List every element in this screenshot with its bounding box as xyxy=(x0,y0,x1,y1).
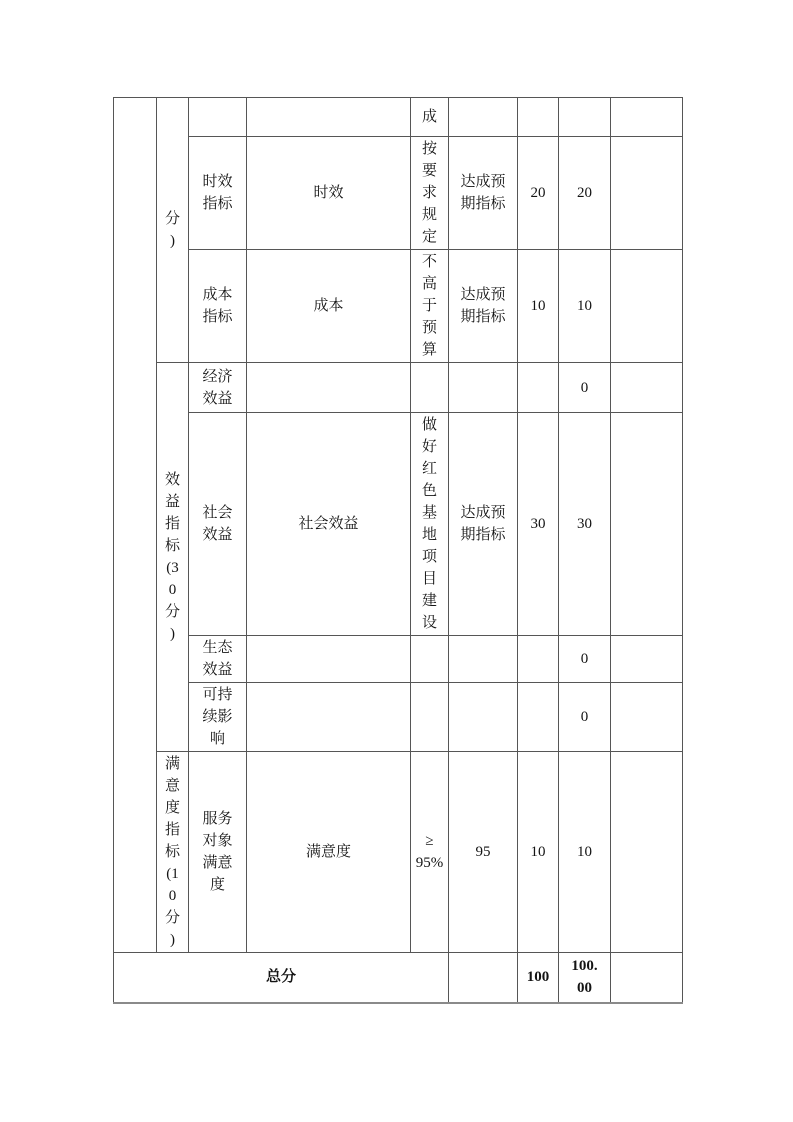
sustainable-criteria-cell xyxy=(411,683,449,752)
timeliness-row xyxy=(114,137,683,250)
cost-row xyxy=(114,250,683,363)
carryover-weight-cell xyxy=(518,98,559,137)
sustainable-note-cell xyxy=(611,683,683,752)
performance-indicator-table xyxy=(113,97,683,1004)
satisfaction-group-cell: 满 意 度 指 标 (1 0 分 ) xyxy=(157,752,189,953)
satisfaction-weight-cell: 10 xyxy=(518,752,559,953)
economic-criteria-cell xyxy=(411,363,449,413)
economic-subcategory-cell: 经济 效益 xyxy=(189,363,247,413)
economic-score-cell: 0 xyxy=(559,363,611,413)
cost-rating-cell: 达成预 期指标 xyxy=(449,250,518,363)
social-rating-cell: 达成预 期指标 xyxy=(449,413,518,636)
timeliness-score-cell: 20 xyxy=(559,137,611,250)
cost-score-cell: 10 xyxy=(559,250,611,363)
timeliness-rating-cell: 达成预 期指标 xyxy=(449,137,518,250)
benefit-group-cell: 效 益 指 标 (3 0 分 ) xyxy=(157,363,189,752)
satisfaction-row xyxy=(114,752,683,953)
carryover-category-cell: 分 ) xyxy=(157,98,189,363)
timeliness-weight-cell: 20 xyxy=(518,137,559,250)
carryover-row xyxy=(114,98,683,137)
timeliness-note-cell xyxy=(611,137,683,250)
economic-rating-cell xyxy=(449,363,518,413)
economic-name-cell xyxy=(247,363,411,413)
total-score-cell: 100. 00 xyxy=(559,953,611,1003)
ecological-score-cell: 0 xyxy=(559,636,611,683)
social-subcategory-cell: 社会 效益 xyxy=(189,413,247,636)
cost-name-cell: 成本 xyxy=(247,250,411,363)
ecological-row xyxy=(114,636,683,683)
satisfaction-score-cell: 10 xyxy=(559,752,611,953)
sustainable-weight-cell xyxy=(518,683,559,752)
carryover-subcategory-cell xyxy=(189,98,247,137)
ecological-note-cell xyxy=(611,636,683,683)
satisfaction-rating-cell: 95 xyxy=(449,752,518,953)
ecological-rating-cell xyxy=(449,636,518,683)
cost-criteria-cell: 不 高 于 预 算 xyxy=(411,250,449,363)
ecological-subcategory-cell: 生态 效益 xyxy=(189,636,247,683)
carryover-criteria-cell: 成 xyxy=(411,98,449,137)
satisfaction-note-cell xyxy=(611,752,683,953)
satisfaction-name-cell: 满意度 xyxy=(247,752,411,953)
carryover-score-cell xyxy=(559,98,611,137)
sustainable-row xyxy=(114,683,683,752)
satisfaction-criteria-cell: ≥ 95% xyxy=(411,752,449,953)
social-criteria-cell: 做 好 红 色 基 地 项 目 建 设 xyxy=(411,413,449,636)
ecological-weight-cell xyxy=(518,636,559,683)
carryover-name-cell xyxy=(247,98,411,137)
economic-weight-cell xyxy=(518,363,559,413)
social-weight-cell: 30 xyxy=(518,413,559,636)
social-row xyxy=(114,413,683,636)
timeliness-criteria-cell: 按 要 求 规 定 xyxy=(411,137,449,250)
social-note-cell xyxy=(611,413,683,636)
cost-subcategory-cell: 成本 指标 xyxy=(189,250,247,363)
satisfaction-subcategory-cell: 服务 对象 满意 度 xyxy=(189,752,247,953)
sustainable-score-cell: 0 xyxy=(559,683,611,752)
carryover-rating-cell xyxy=(449,98,518,137)
total-rating-cell xyxy=(449,953,518,1003)
social-score-cell: 30 xyxy=(559,413,611,636)
timeliness-subcategory-cell: 时效 指标 xyxy=(189,137,247,250)
economic-note-cell xyxy=(611,363,683,413)
timeliness-name-cell: 时效 xyxy=(247,137,411,250)
ecological-criteria-cell xyxy=(411,636,449,683)
social-name-cell: 社会效益 xyxy=(247,413,411,636)
cost-weight-cell: 10 xyxy=(518,250,559,363)
total-weight-cell: 100 xyxy=(518,953,559,1003)
ecological-name-cell xyxy=(247,636,411,683)
total-row xyxy=(114,953,683,1003)
left-margin-cell xyxy=(114,98,157,953)
total-note-cell xyxy=(611,953,683,1003)
total-label-cell: 总分 xyxy=(114,953,449,1003)
sustainable-subcategory-cell: 可持 续影 响 xyxy=(189,683,247,752)
sustainable-rating-cell xyxy=(449,683,518,752)
cost-note-cell xyxy=(611,250,683,363)
sustainable-name-cell xyxy=(247,683,411,752)
carryover-note-cell xyxy=(611,98,683,137)
economic-row xyxy=(114,363,683,413)
